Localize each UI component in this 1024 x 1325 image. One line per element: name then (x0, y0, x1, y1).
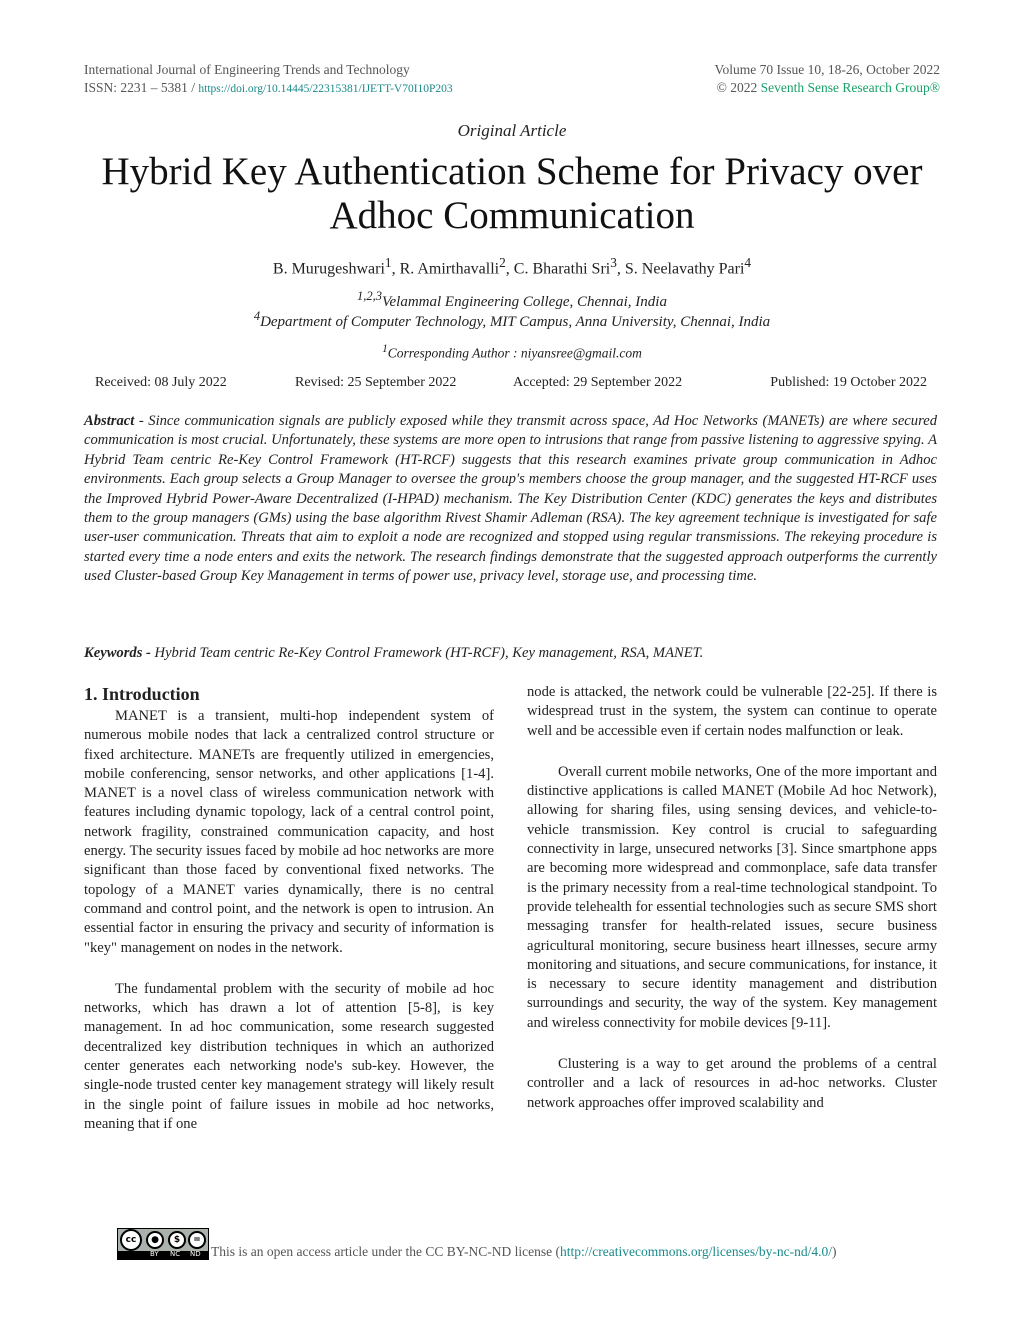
author-sup: 2 (499, 255, 506, 270)
keywords-label: Keywords - (84, 645, 151, 661)
license-statement: This is an open access article under the CC BY-NC-ND license ( (211, 1244, 561, 1259)
corresponding-text: Corresponding Author : niyansree@gmail.com (387, 345, 642, 361)
license-link[interactable]: http://creativecommons.org/licenses/by-nc-nd/4.0/ (560, 1244, 832, 1259)
paragraph: Overall current mobile networks, One of the more important and distinctive applications is called MANET (Mobile Ad hoc Network), allowing for sharing files, using sensing devices, and vehicle-to-vehicle transmission. Key control is crucial to safeguarding connectivity in large, unsecured networks [3]. Since smartphone apps are becoming more widespread and commonplace, safe data transfer is the primary necessity from a real-time technological standpoint. To provide telehealth for essential technologies such as secure SMS short messaging transfer for health-related issues, secure business agricultural monitoring, secure business heart illnesses, secure army monitoring and situations, and secure communications, for instance, it is necessary to secure identity management and distribution surroundings and security, the way of the system. Key management and wireless connectivity for mobile devices [9-11]. (527, 763, 937, 1031)
affiliation (0, 289, 1024, 311)
keywords-text: Hybrid Team centric Re-Key Control Framework (HT-RCF), Key management, RSA, MANET. (150, 645, 704, 661)
corresponding-author (0, 343, 1024, 362)
journal-header (84, 61, 453, 98)
author-sup: 3 (610, 255, 617, 270)
copyright-year: © 2022 (716, 80, 758, 95)
abstract-label: Abstract (84, 413, 135, 429)
license-footer (117, 1228, 836, 1260)
author-list: B. Murugeshwari$^1$, R. Amirthavalli$^2$, C. Bharathi Sri$^3$, S. Neelavathy Pari$^4$ (272, 255, 752, 278)
author-sup: 1 (384, 255, 392, 270)
cc-license-icon[interactable]: cc ● $ = BY NC ND (117, 1228, 209, 1260)
abstract-text: - Since communication signals are publicly exposed while they transmit across space, Ad Hoc Networks (MANETs) are where secured communication is most crucial. Unfortunately, these systems are more open to intrusions that range from passive listening to aggressive spying. A Hybrid Team centric Re-Key Control Framework (HT-RCF) suggests that this research examines private group communication in Adhoc environments. Each group selects a Group Manager to oversee the group's members choose the group manager, and the suggested HT-RCF uses the Improved Hybrid Power-Aware Decentralized (I-HPAD) mechanism. The Key Distribution Center (KDC) generates the keys and distributes them to the group managers (GMs) using the base algorithm Rivest Shamir Adleman (RSA). The key agreement technique is investigated for safe user-user communication. Threats that aim to exploit a node are recognized and stopped using regular transmissions. The rekeying procedure is started every time a node enters and exits the network. The research findings demonstrate that the suggested approach outperforms the currently used Cluster-based Group Key Management in terms of power use, privacy level, storage use, and processing time. (84, 413, 937, 585)
license-close: ) (831, 1244, 837, 1259)
author-name: S. Neelavathy Pari (624, 260, 745, 278)
affiliation-text: Velammal Engineering College, Chennai, India (382, 294, 667, 310)
affiliation-sup: 1,2,3 (357, 289, 383, 303)
volume-info: Volume 70 Issue 10, 18-26, October 2022 (714, 62, 940, 77)
published-date: Published: 19 October 2022 (770, 375, 927, 390)
paragraph: MANET is a transient, multi-hop independent system of numerous mobile nodes that lack a centralized control structure or fixed architecture. MANETs are frequently utilized in emergencies, mobile conferencing, sensor networks, and other applications [1-4]. MANET is a novel class of wireless communication network with features including dynamic topology, lack of a central control point, network fragility, constrained communication capacity, and host energy. The security issues faced by mobile ad hoc networks are more significant than those faced by conventional fixed networks. The topology of a MANET varies dynamically, there is no central command and control point, and the network is open to intrusion. An essential factor in ensuring the privacy and security of information is "key" management on nodes in the network. (84, 708, 494, 956)
volume-header (715, 61, 940, 97)
affiliation-text: Department of Computer Technology, MIT Campus, Anna University, Chennai, India (260, 314, 771, 330)
affiliation-sup: 4 (253, 309, 261, 323)
publisher-name: Seventh Sense Research Group® (760, 80, 940, 95)
paragraph-continuation: node is attacked, the network could be vulnerable [22-25]. If there is widespread trust in the system, the system can continue to operate well and be accessible even if certain nodes malfunction or leak. (527, 684, 937, 739)
cc-nd-label: ND (190, 1250, 201, 1258)
paragraph: Clustering is a way to get around the problems of a central controller and a lack of resources in ad-hoc networks. Cluster network approaches offer improved scalability and (527, 1056, 937, 1111)
cc-by-label: BY (150, 1250, 159, 1258)
corresponding-sup: 1 (382, 343, 388, 355)
right-column (527, 683, 937, 1113)
paragraph: The fundamental problem with the security of mobile ad hoc networks, which has drawn a lot of attention [5-8], is key management. In ad hoc communication, some research suggested decentralized key distribution techniques in which an authorized center generates each networking node's sub-key. However, the single-node trusted center key management strategy will likely result in the single point of failure issues in mobile ad hoc networks, meaning that if one (84, 980, 494, 1132)
copyright-line (715, 79, 940, 97)
section-heading: 1. Introduction (84, 684, 200, 704)
abstract (84, 412, 937, 587)
issn-line (84, 79, 453, 98)
cc-nc-label: NC (170, 1250, 181, 1258)
journal-name: International Journal of Engineering Trends and Technology (84, 62, 410, 77)
revised-date: Revised: 25 September 2022 (295, 375, 457, 390)
doi-link[interactable]: https://doi.org/10.14445/22315381/IJETT-V70I10P203 (198, 83, 453, 95)
keywords (84, 645, 937, 662)
author-name: C. Bharathi Sri (513, 260, 611, 278)
affiliation (0, 309, 1024, 331)
license-text (211, 1244, 836, 1260)
article-type: Original Article (457, 121, 567, 140)
author-name: R. Amirthavalli (399, 260, 500, 278)
issn: ISSN: 2231 – 5381 / (84, 80, 196, 95)
received-date: Received: 08 July 2022 (95, 375, 227, 390)
paper-title: Hybrid Key Authentication Scheme for Privacy over Adhoc Communication (101, 150, 923, 237)
left-column (84, 683, 494, 1134)
accepted-date: Accepted: 29 September 2022 (513, 375, 683, 390)
author-name: B. Murugeshwari (272, 260, 385, 278)
author-sup: 4 (744, 255, 752, 270)
